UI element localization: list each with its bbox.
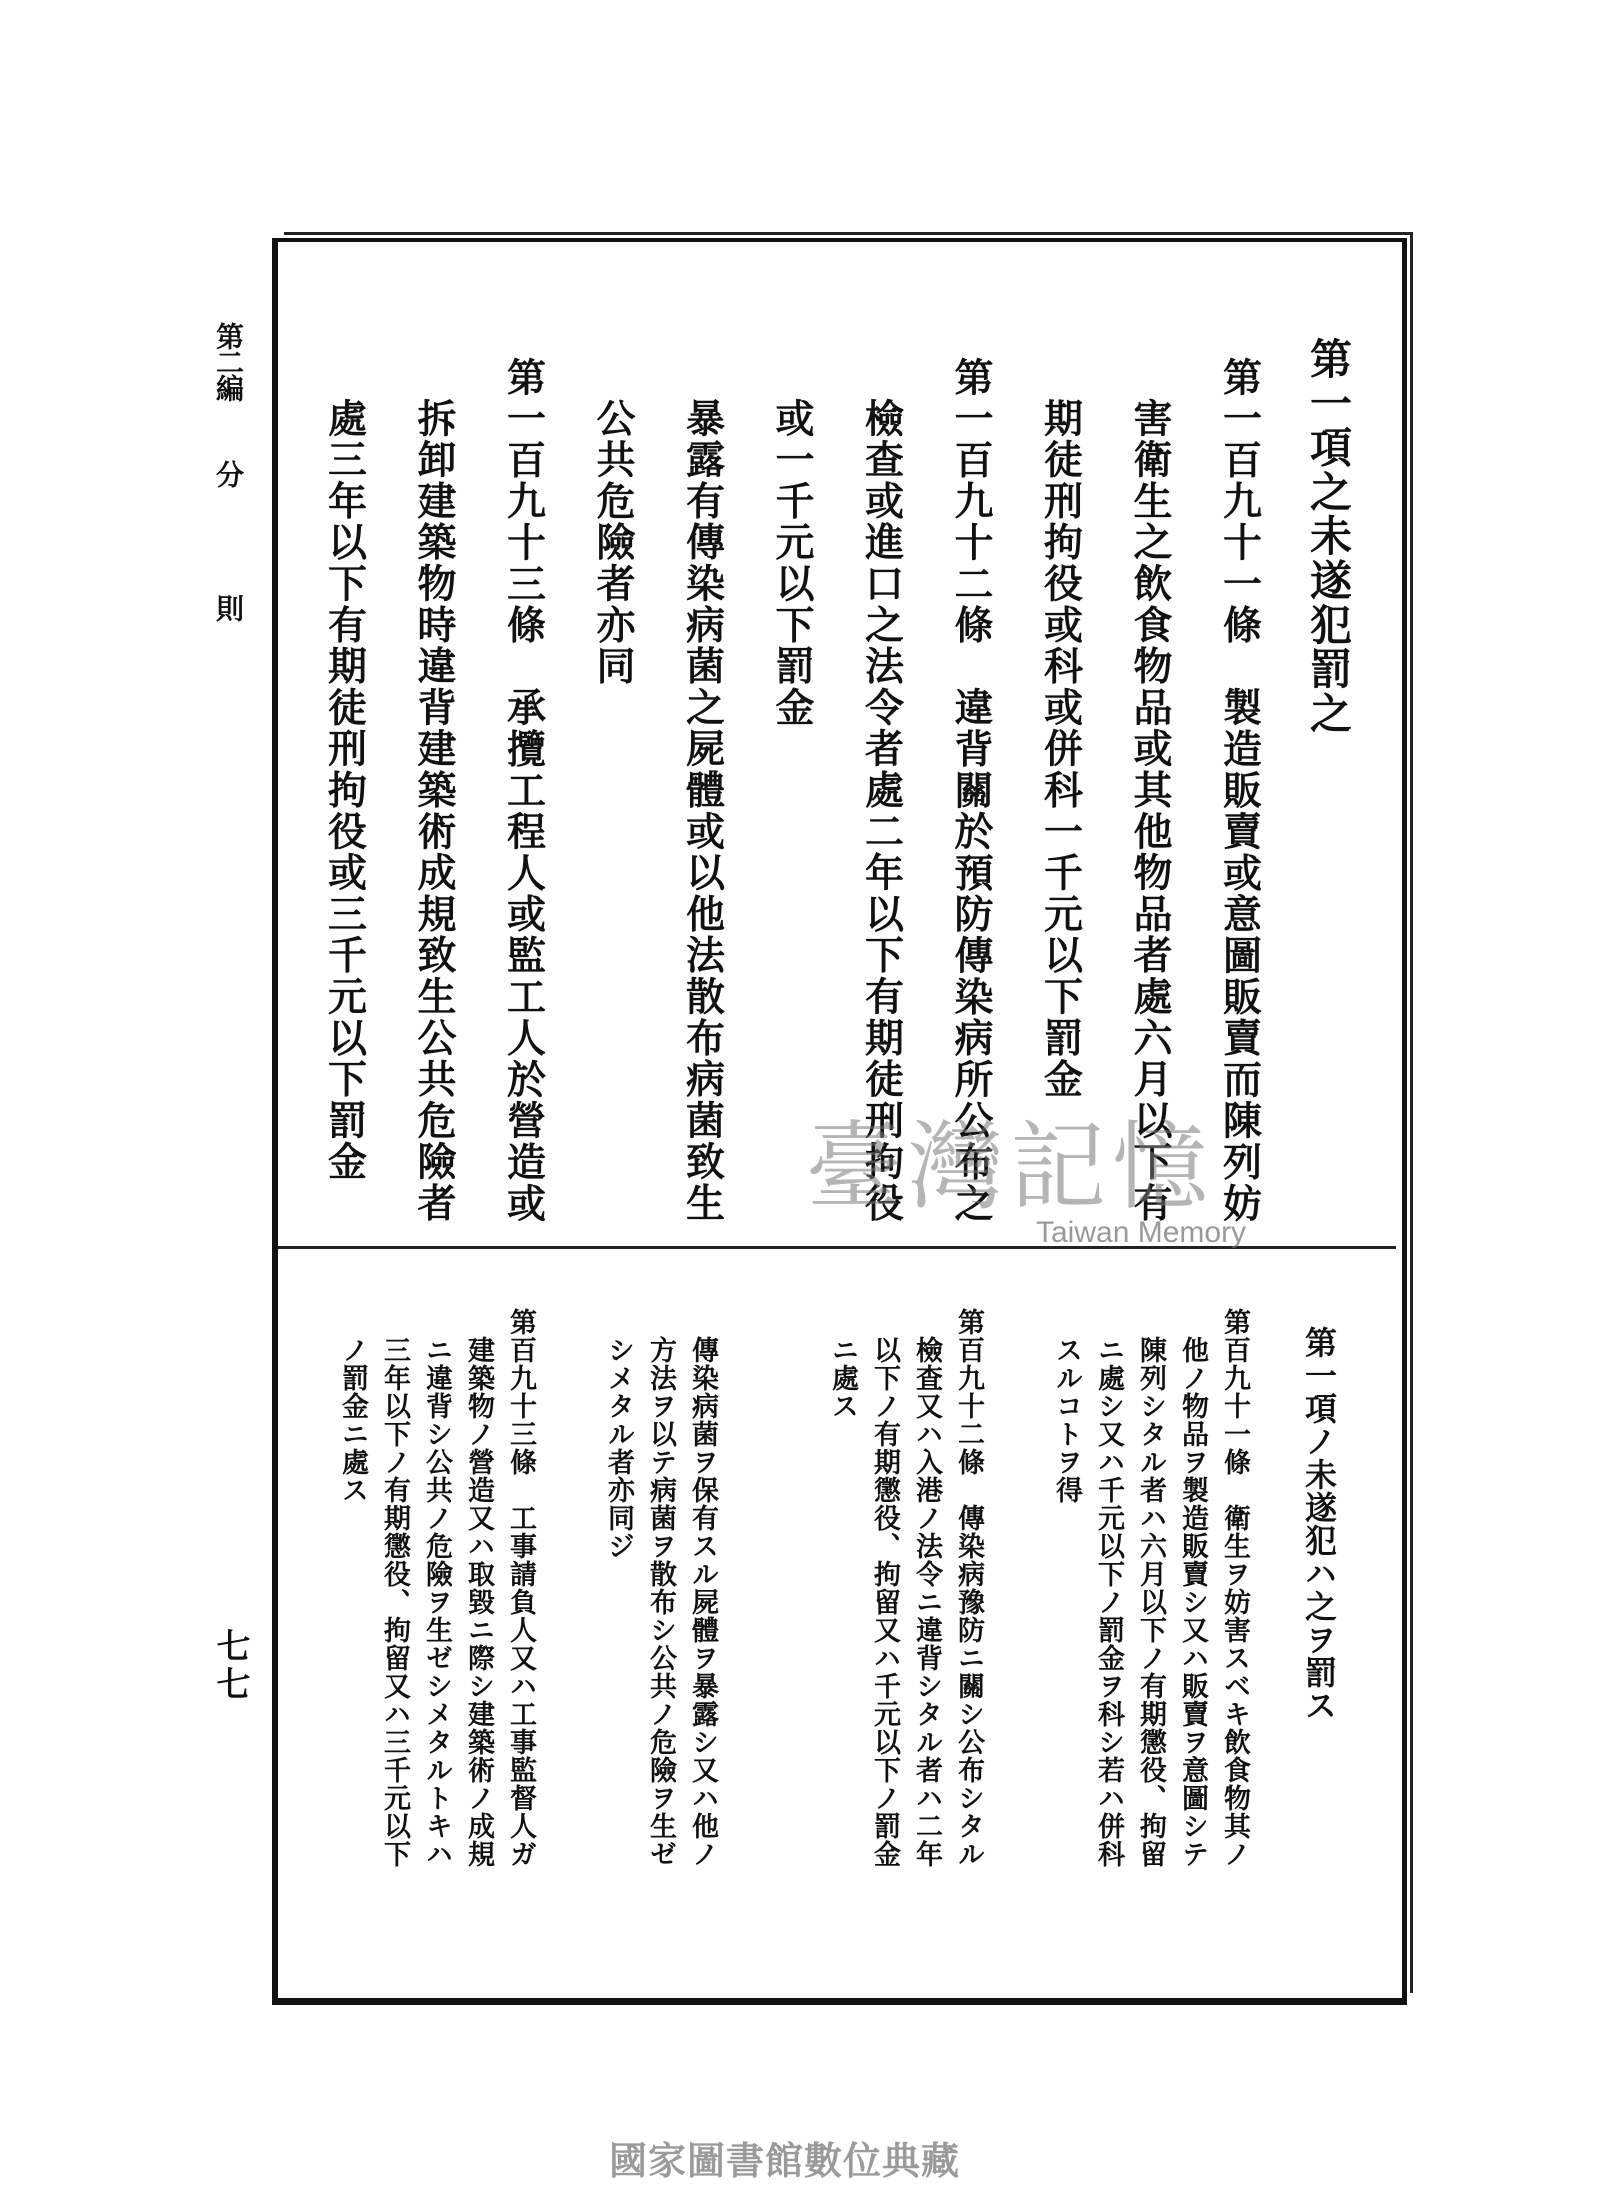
margin-rule-label: 則 — [212, 594, 245, 620]
text-line: ニ違背シ公共ノ危險ヲ生ゼシメタルトキハ — [421, 1336, 452, 1868]
text-line: ニ處ス — [827, 1336, 858, 1420]
text-line: 檢査又ハ入港ノ法令ニ違背シタル者ハ二年 — [911, 1336, 942, 1868]
text-line: 傳染病菌ヲ保有スル屍體ヲ暴露シ又ハ他ノ — [687, 1336, 718, 1868]
margin-division-label: 分 — [212, 460, 245, 486]
text-line: 以下ノ有期懲役、拘留又ハ千元以下ノ罰金 — [869, 1336, 900, 1868]
text-line: 公共危險者亦同 — [590, 398, 636, 688]
section-divider — [278, 1246, 1396, 1249]
text-line: スルコトヲ得 — [1051, 1336, 1082, 1504]
text-line: シメタル者亦同ジ — [603, 1336, 634, 1560]
text-line: 陳列シタル者ハ六月以下ノ有期懲役、拘留 — [1135, 1336, 1166, 1868]
text-line: 暴露有傳染病菌之屍體或以他法散布病菌致生 — [679, 398, 726, 1224]
archive-footer: 國家圖書館數位典藏 — [609, 2139, 961, 2183]
text-line: 檢查或進口之法令者處二年以下有期徒刑拘役 — [858, 398, 905, 1224]
text-line: 或一千元以下罰金 — [769, 398, 815, 729]
watermark-subtitle: Taiwan Memory — [1036, 1216, 1247, 1249]
text-line: 三年以下ノ有期懲役、拘留又ハ三千元以下 — [379, 1336, 410, 1868]
chinese-text-section — [299, 337, 1373, 1225]
text-line: 拆卸建築物時違背建築術成規致生公共危險者 — [411, 398, 457, 1224]
page-number: 七七 — [210, 1628, 250, 1704]
text-line: 第一百九十三條 承攬工程人或監工人於營造或 — [500, 357, 547, 1225]
japanese-text-section — [331, 1308, 1340, 1868]
text-line: 他ノ物品ヲ製造販賣シ又ハ販賣ヲ意圖シテ — [1177, 1336, 1208, 1868]
text-line: 建築物ノ營造又ハ取毀ニ際シ建築術ノ成規 — [463, 1336, 494, 1868]
text-line: 處三年以下有期徒刑拘役或三千元以下罰金 — [321, 398, 368, 1183]
text-line: ノ罰金ニ處ス — [337, 1336, 368, 1504]
text-line: 第百九十三條 工事請負人又ハ工事監督人ガ — [505, 1308, 536, 1868]
text-line: 第百九十一條 衛生ヲ妨害スベキ飲食物其ノ — [1219, 1308, 1250, 1868]
text-line: 方法ヲ以テ病菌ヲ散布シ公共ノ危險ヲ生ゼ — [645, 1336, 676, 1868]
margin-part-label: 第二編 — [212, 322, 245, 400]
text-line: 第一項之未遂犯罰之 — [1304, 337, 1353, 736]
text-line: 第一百九十一條 製造販賣或意圖販賣而陳列妨 — [1216, 357, 1263, 1225]
text-line: 第百九十二條 傳染病豫防ニ關シ公布シタル — [953, 1308, 984, 1868]
text-line: ニ處シ又ハ千元以下ノ罰金ヲ科シ若ハ併科 — [1093, 1336, 1124, 1868]
text-line: 第一項ノ未遂犯ハ之ヲ罰ス — [1300, 1326, 1338, 1722]
watermark-logo-text: 臺灣記憶 — [806, 1111, 1214, 1223]
text-line: 害衛生之飲食物品或其他物品者處六月以下有 — [1127, 398, 1173, 1224]
text-line: 第一百九十二條 違背關於預防傳染病所公布之 — [948, 357, 994, 1225]
text-line: 期徒刑拘役或科或併科一千元以下罰金 — [1037, 398, 1084, 1101]
